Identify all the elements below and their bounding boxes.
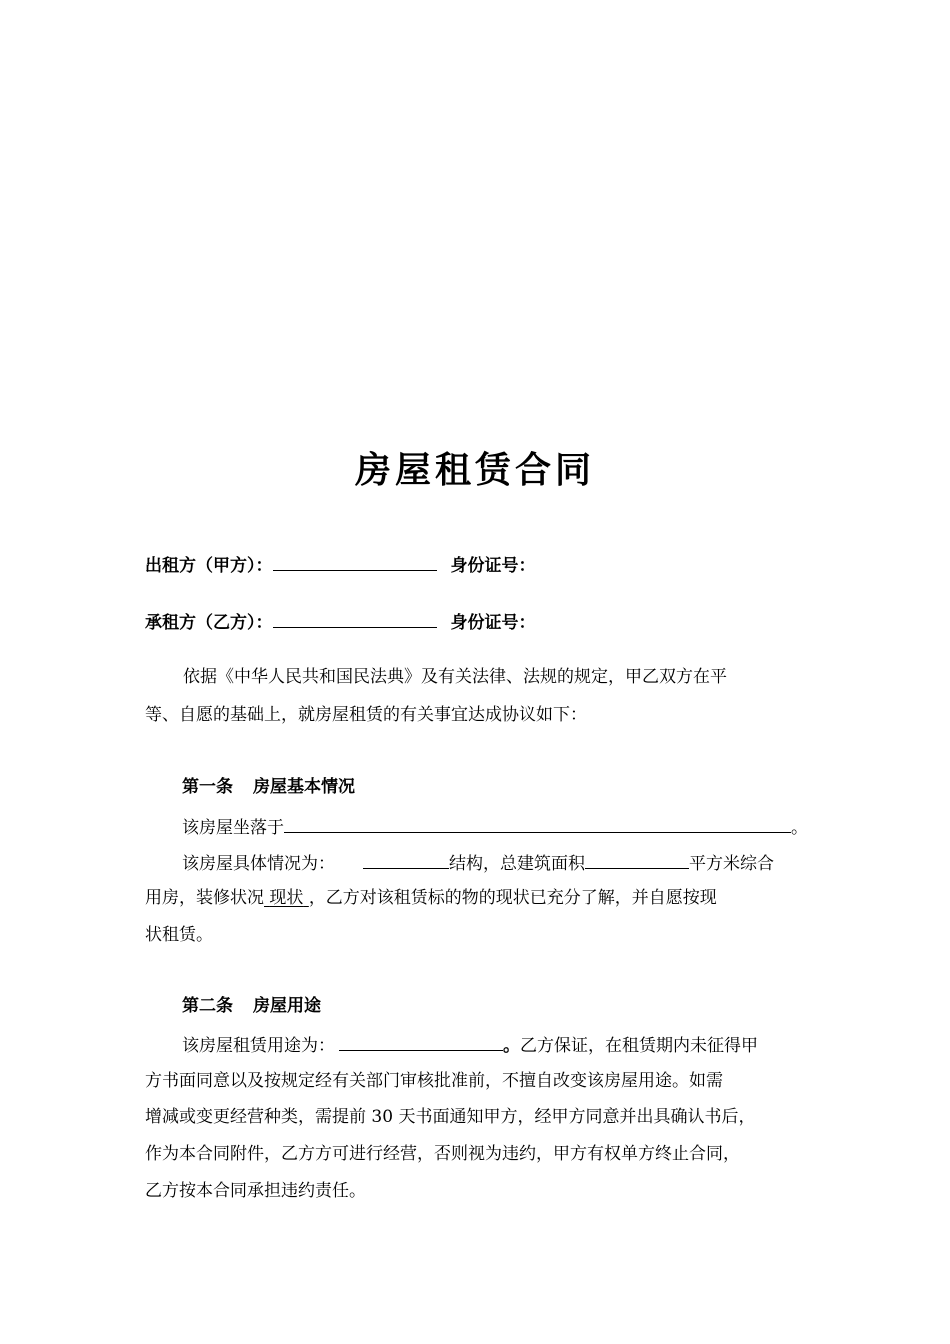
lessee-label: 承租方（乙方）： [145,613,273,633]
article-2-line-4: 作为本合同附件，乙方方可进行经营，否则视为违约，甲方有权单方终止合同， [145,1144,740,1164]
lessor-row [145,550,536,579]
article-1-number: 第一条 [182,777,233,797]
article-1-line-3: 状租赁。 [145,925,213,945]
article-1-decoration-line [145,885,717,911]
details-prefix: 该房屋具体情况为： [182,854,335,874]
article-1-title: 房屋基本情况 [253,777,355,797]
decoration-status[interactable]: 现状 [269,888,304,908]
article-2-title: 房屋用途 [253,996,321,1016]
article-2-use-line [182,1030,758,1059]
lessee-row [145,607,536,636]
use-blank[interactable] [339,1030,503,1051]
structure-blank[interactable] [363,848,449,869]
article-1-details-line [182,848,774,877]
article-2-line-2: 方书面同意以及按规定经有关部门审核批准前，不擅自改变该房屋用途。如需 [145,1071,723,1091]
location-blank[interactable] [284,812,791,833]
article-2-line-5: 乙方按本合同承担违约责任。 [145,1181,366,1201]
intro-line-2: 等、自愿的基础上，就房屋租赁的有关事宜达成协议如下： [145,705,587,725]
location-prefix: 该房屋坐落于 [182,818,284,838]
area-suffix: 平方米综合 [689,854,774,874]
lessor-label: 出租方（甲方）： [145,556,273,576]
article-1-heading [182,774,355,800]
document-title: 房屋租赁合同 [354,449,595,491]
use-suffix: 乙方保证，在租赁期内未征得甲 [520,1036,758,1056]
article-1-location-line [182,812,808,841]
lessee-id-label: 身份证号： [450,613,536,633]
use-period: 。 [503,1036,520,1056]
article-2-line-3: 增减或变更经营种类，需提前 30 天书面通知甲方，经甲方同意并出具确认书后， [145,1107,756,1127]
use-prefix: 该房屋租赁用途为： [182,1036,335,1056]
article-2-number: 第二条 [182,996,233,1016]
intro-line-1: 依据《中华人民共和国民法典》及有关法律、法规的规定，甲乙双方在平 [183,667,727,687]
area-blank[interactable] [585,848,689,869]
decoration-suffix: ，乙方对该租赁标的物的现状已充分了解，并自愿按现 [308,888,717,908]
structure-suffix: 结构，总建筑面积 [449,854,585,874]
lessor-name-blank[interactable] [273,550,437,571]
lessor-id-label: 身份证号： [450,556,536,576]
article-2-heading [182,993,321,1019]
lessee-name-blank[interactable] [273,607,437,628]
intro-paragraph [145,658,807,734]
location-suffix: 。 [791,818,808,838]
decoration-prefix: 用房，装修状况 [145,888,264,908]
